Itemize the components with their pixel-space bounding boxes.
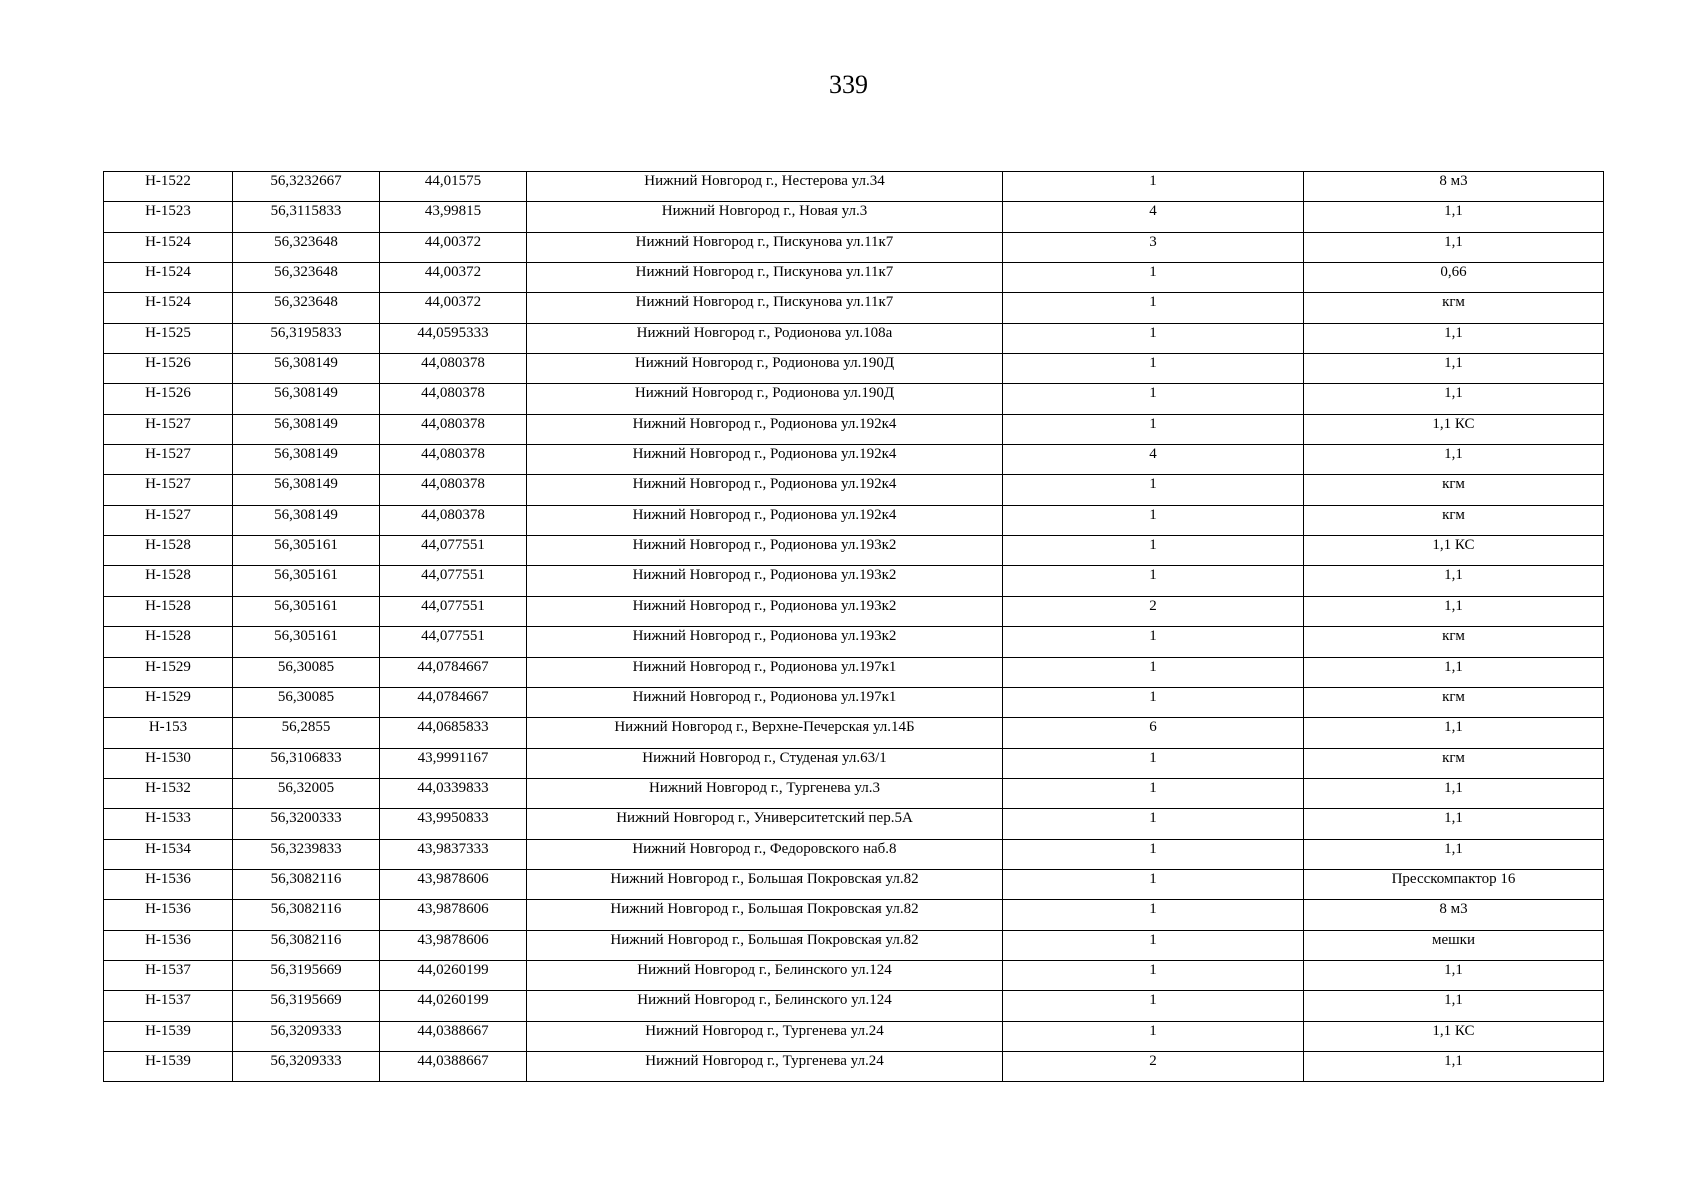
- cell-container-type: 1,1 КС: [1304, 1021, 1604, 1051]
- cell-address: Нижний Новгород г., Родионова ул.192к4: [527, 505, 1003, 535]
- cell-container-type: 1,1: [1304, 960, 1604, 990]
- cell-longitude: 44,0388667: [380, 1051, 527, 1081]
- cell-container-type: мешки: [1304, 930, 1604, 960]
- cell-address: Нижний Новгород г., Родионова ул.193к2: [527, 627, 1003, 657]
- cell-id: Н-1536: [104, 930, 233, 960]
- cell-id: Н-1536: [104, 869, 233, 899]
- cell-latitude: 56,3082116: [233, 900, 380, 930]
- table-row: [104, 839, 1604, 869]
- cell-id: Н-1528: [104, 596, 233, 626]
- cell-id: Н-1528: [104, 566, 233, 596]
- cell-address: Нижний Новгород г., Белинского ул.124: [527, 960, 1003, 990]
- table-row: [104, 869, 1604, 899]
- cell-latitude: 56,308149: [233, 475, 380, 505]
- cell-longitude: 44,080378: [380, 445, 527, 475]
- cell-address: Нижний Новгород г., Федоровского наб.8: [527, 839, 1003, 869]
- cell-container-type: 8 м3: [1304, 900, 1604, 930]
- cell-latitude: 56,3195833: [233, 323, 380, 353]
- cell-quantity: 1: [1003, 809, 1304, 839]
- cell-address: Нижний Новгород г., Родионова ул.192к4: [527, 445, 1003, 475]
- cell-latitude: 56,305161: [233, 536, 380, 566]
- table-row: [104, 536, 1604, 566]
- cell-latitude: 56,3209333: [233, 1021, 380, 1051]
- cell-latitude: 56,30085: [233, 687, 380, 717]
- cell-id: Н-1537: [104, 991, 233, 1021]
- cell-address: Нижний Новгород г., Большая Покровская ул.82: [527, 869, 1003, 899]
- cell-quantity: 1: [1003, 354, 1304, 384]
- cell-container-type: 1,1: [1304, 1051, 1604, 1081]
- cell-longitude: 44,0784667: [380, 687, 527, 717]
- page-number: 339: [829, 70, 868, 99]
- cell-id: Н-1529: [104, 687, 233, 717]
- table-body: [104, 172, 1604, 1082]
- cell-id: Н-1527: [104, 475, 233, 505]
- cell-id: Н-153: [104, 718, 233, 748]
- cell-container-type: 1,1: [1304, 323, 1604, 353]
- cell-latitude: 56,308149: [233, 384, 380, 414]
- cell-quantity: 1: [1003, 293, 1304, 323]
- cell-id: Н-1523: [104, 202, 233, 232]
- cell-latitude: 56,32005: [233, 778, 380, 808]
- cell-latitude: 56,3195669: [233, 991, 380, 1021]
- cell-container-type: 1,1: [1304, 232, 1604, 262]
- cell-address: Нижний Новгород г., Родионова ул.190Д: [527, 354, 1003, 384]
- cell-id: Н-1524: [104, 263, 233, 293]
- cell-quantity: 1: [1003, 778, 1304, 808]
- cell-id: Н-1527: [104, 445, 233, 475]
- cell-quantity: 1: [1003, 505, 1304, 535]
- cell-quantity: 4: [1003, 445, 1304, 475]
- cell-latitude: 56,308149: [233, 354, 380, 384]
- table-row: [104, 202, 1604, 232]
- cell-id: Н-1536: [104, 900, 233, 930]
- cell-quantity: 1: [1003, 566, 1304, 596]
- table-row: [104, 687, 1604, 717]
- cell-quantity: 4: [1003, 202, 1304, 232]
- cell-latitude: 56,3232667: [233, 172, 380, 202]
- table-row: [104, 809, 1604, 839]
- cell-latitude: 56,3082116: [233, 930, 380, 960]
- cell-latitude: 56,3209333: [233, 1051, 380, 1081]
- cell-container-type: кгм: [1304, 475, 1604, 505]
- cell-id: Н-1539: [104, 1021, 233, 1051]
- cell-longitude: 44,080378: [380, 414, 527, 444]
- cell-longitude: 44,077551: [380, 536, 527, 566]
- cell-longitude: 44,077551: [380, 596, 527, 626]
- cell-longitude: 43,9878606: [380, 930, 527, 960]
- cell-container-type: 1,1: [1304, 354, 1604, 384]
- cell-id: Н-1539: [104, 1051, 233, 1081]
- cell-longitude: 44,080378: [380, 384, 527, 414]
- cell-quantity: 1: [1003, 172, 1304, 202]
- cell-quantity: 1: [1003, 839, 1304, 869]
- cell-container-type: кгм: [1304, 687, 1604, 717]
- cell-latitude: 56,308149: [233, 505, 380, 535]
- cell-latitude: 56,2855: [233, 718, 380, 748]
- cell-address: Нижний Новгород г., Родионова ул.197к1: [527, 657, 1003, 687]
- cell-longitude: 43,9950833: [380, 809, 527, 839]
- table-row: [104, 414, 1604, 444]
- cell-longitude: 43,9991167: [380, 748, 527, 778]
- cell-address: Нижний Новгород г., Студеная ул.63/1: [527, 748, 1003, 778]
- cell-address: Нижний Новгород г., Родионова ул.192к4: [527, 414, 1003, 444]
- cell-latitude: 56,305161: [233, 566, 380, 596]
- cell-id: Н-1522: [104, 172, 233, 202]
- table-row: [104, 991, 1604, 1021]
- table-row: [104, 354, 1604, 384]
- cell-address: Нижний Новгород г., Тургенева ул.3: [527, 778, 1003, 808]
- cell-quantity: 2: [1003, 1051, 1304, 1081]
- table-row: [104, 778, 1604, 808]
- cell-container-type: 1,1: [1304, 718, 1604, 748]
- cell-latitude: 56,308149: [233, 445, 380, 475]
- cell-id: Н-1534: [104, 839, 233, 869]
- cell-id: Н-1526: [104, 384, 233, 414]
- table-row: [104, 323, 1604, 353]
- cell-longitude: 43,9837333: [380, 839, 527, 869]
- cell-id: Н-1530: [104, 748, 233, 778]
- cell-quantity: 1: [1003, 384, 1304, 414]
- cell-longitude: 44,077551: [380, 627, 527, 657]
- cell-id: Н-1527: [104, 414, 233, 444]
- table-row: [104, 900, 1604, 930]
- cell-longitude: 44,0685833: [380, 718, 527, 748]
- cell-quantity: 6: [1003, 718, 1304, 748]
- cell-latitude: 56,305161: [233, 627, 380, 657]
- cell-longitude: 44,00372: [380, 293, 527, 323]
- cell-quantity: 2: [1003, 596, 1304, 626]
- cell-longitude: 44,080378: [380, 505, 527, 535]
- cell-address: Нижний Новгород г., Большая Покровская ул.82: [527, 930, 1003, 960]
- cell-address: Нижний Новгород г., Родионова ул.192к4: [527, 475, 1003, 505]
- table-row: [104, 475, 1604, 505]
- cell-id: Н-1527: [104, 505, 233, 535]
- cell-container-type: 0,66: [1304, 263, 1604, 293]
- cell-container-type: 1,1: [1304, 596, 1604, 626]
- cell-container-type: 1,1: [1304, 202, 1604, 232]
- cell-longitude: 44,0260199: [380, 960, 527, 990]
- cell-quantity: 1: [1003, 414, 1304, 444]
- table-row: [104, 718, 1604, 748]
- table-row: [104, 566, 1604, 596]
- cell-container-type: 1,1: [1304, 839, 1604, 869]
- cell-container-type: 1,1: [1304, 445, 1604, 475]
- cell-container-type: Пресскомпактор 16: [1304, 869, 1604, 899]
- cell-address: Нижний Новгород г., Родионова ул.197к1: [527, 687, 1003, 717]
- cell-quantity: 1: [1003, 536, 1304, 566]
- cell-container-type: кгм: [1304, 505, 1604, 535]
- cell-container-type: кгм: [1304, 627, 1604, 657]
- cell-container-type: 1,1 КС: [1304, 414, 1604, 444]
- table-row: [104, 960, 1604, 990]
- table-row: [104, 384, 1604, 414]
- cell-address: Нижний Новгород г., Университетский пер.5А: [527, 809, 1003, 839]
- cell-quantity: 1: [1003, 657, 1304, 687]
- cell-longitude: 44,0260199: [380, 991, 527, 1021]
- table-row: [104, 445, 1604, 475]
- cell-address: Нижний Новгород г., Родионова ул.108а: [527, 323, 1003, 353]
- table-row: [104, 263, 1604, 293]
- cell-container-type: кгм: [1304, 748, 1604, 778]
- cell-id: Н-1537: [104, 960, 233, 990]
- cell-latitude: 56,3106833: [233, 748, 380, 778]
- table-row: [104, 293, 1604, 323]
- cell-id: Н-1532: [104, 778, 233, 808]
- cell-address: Нижний Новгород г., Новая ул.3: [527, 202, 1003, 232]
- cell-latitude: 56,323648: [233, 263, 380, 293]
- cell-latitude: 56,308149: [233, 414, 380, 444]
- cell-quantity: 1: [1003, 930, 1304, 960]
- cell-container-type: кгм: [1304, 293, 1604, 323]
- cell-address: Нижний Новгород г., Родионова ул.193к2: [527, 536, 1003, 566]
- cell-longitude: 43,99815: [380, 202, 527, 232]
- cell-latitude: 56,323648: [233, 232, 380, 262]
- cell-address: Нижний Новгород г., Пискунова ул.11к7: [527, 263, 1003, 293]
- cell-address: Нижний Новгород г., Нестерова ул.34: [527, 172, 1003, 202]
- cell-id: Н-1529: [104, 657, 233, 687]
- cell-quantity: 1: [1003, 991, 1304, 1021]
- table-row: [104, 505, 1604, 535]
- cell-address: Нижний Новгород г., Пискунова ул.11к7: [527, 232, 1003, 262]
- cell-container-type: 1,1: [1304, 657, 1604, 687]
- cell-quantity: 3: [1003, 232, 1304, 262]
- cell-longitude: 44,0388667: [380, 1021, 527, 1051]
- cell-latitude: 56,3082116: [233, 869, 380, 899]
- cell-container-type: 1,1: [1304, 384, 1604, 414]
- cell-id: Н-1525: [104, 323, 233, 353]
- cell-id: Н-1528: [104, 627, 233, 657]
- table-row: [104, 172, 1604, 202]
- cell-quantity: 1: [1003, 475, 1304, 505]
- cell-container-type: 1,1: [1304, 566, 1604, 596]
- cell-address: Нижний Новгород г., Пискунова ул.11к7: [527, 293, 1003, 323]
- table-row: [104, 748, 1604, 778]
- cell-container-type: 1,1: [1304, 809, 1604, 839]
- table-row: [104, 1021, 1604, 1051]
- cell-latitude: 56,3115833: [233, 202, 380, 232]
- cell-quantity: 1: [1003, 323, 1304, 353]
- cell-id: Н-1528: [104, 536, 233, 566]
- cell-id: Н-1524: [104, 232, 233, 262]
- cell-longitude: 44,080378: [380, 475, 527, 505]
- cell-longitude: 44,0784667: [380, 657, 527, 687]
- cell-longitude: 44,077551: [380, 566, 527, 596]
- cell-quantity: 1: [1003, 263, 1304, 293]
- table-row: [104, 627, 1604, 657]
- cell-longitude: 44,00372: [380, 263, 527, 293]
- cell-quantity: 1: [1003, 687, 1304, 717]
- cell-quantity: 1: [1003, 960, 1304, 990]
- cell-id: Н-1526: [104, 354, 233, 384]
- cell-quantity: 1: [1003, 900, 1304, 930]
- table-row: [104, 232, 1604, 262]
- cell-latitude: 56,323648: [233, 293, 380, 323]
- cell-container-type: 1,1: [1304, 778, 1604, 808]
- cell-longitude: 44,01575: [380, 172, 527, 202]
- cell-latitude: 56,305161: [233, 596, 380, 626]
- cell-latitude: 56,30085: [233, 657, 380, 687]
- table-row: [104, 930, 1604, 960]
- cell-address: Нижний Новгород г., Тургенева ул.24: [527, 1051, 1003, 1081]
- cell-address: Нижний Новгород г., Родионова ул.190Д: [527, 384, 1003, 414]
- cell-container-type: 1,1 КС: [1304, 536, 1604, 566]
- table-row: [104, 657, 1604, 687]
- cell-quantity: 1: [1003, 748, 1304, 778]
- cell-longitude: 44,00372: [380, 232, 527, 262]
- cell-longitude: 43,9878606: [380, 869, 527, 899]
- cell-quantity: 1: [1003, 1021, 1304, 1051]
- cell-latitude: 56,3239833: [233, 839, 380, 869]
- cell-id: Н-1524: [104, 293, 233, 323]
- cell-address: Нижний Новгород г., Верхне-Печерская ул.14Б: [527, 718, 1003, 748]
- table-row: [104, 596, 1604, 626]
- cell-address: Нижний Новгород г., Белинского ул.124: [527, 991, 1003, 1021]
- cell-container-type: 8 м3: [1304, 172, 1604, 202]
- cell-container-type: 1,1: [1304, 991, 1604, 1021]
- cell-longitude: 44,0595333: [380, 323, 527, 353]
- cell-address: Нижний Новгород г., Родионова ул.193к2: [527, 566, 1003, 596]
- cell-quantity: 1: [1003, 869, 1304, 899]
- table-row: [104, 1051, 1604, 1081]
- cell-latitude: 56,3200333: [233, 809, 380, 839]
- cell-longitude: 43,9878606: [380, 900, 527, 930]
- cell-longitude: 44,080378: [380, 354, 527, 384]
- cell-id: Н-1533: [104, 809, 233, 839]
- cell-address: Нижний Новгород г., Тургенева ул.24: [527, 1021, 1003, 1051]
- cell-latitude: 56,3195669: [233, 960, 380, 990]
- cell-quantity: 1: [1003, 627, 1304, 657]
- cell-address: Нижний Новгород г., Родионова ул.193к2: [527, 596, 1003, 626]
- cell-longitude: 44,0339833: [380, 778, 527, 808]
- cell-address: Нижний Новгород г., Большая Покровская ул.82: [527, 900, 1003, 930]
- data-table: [103, 171, 1604, 1082]
